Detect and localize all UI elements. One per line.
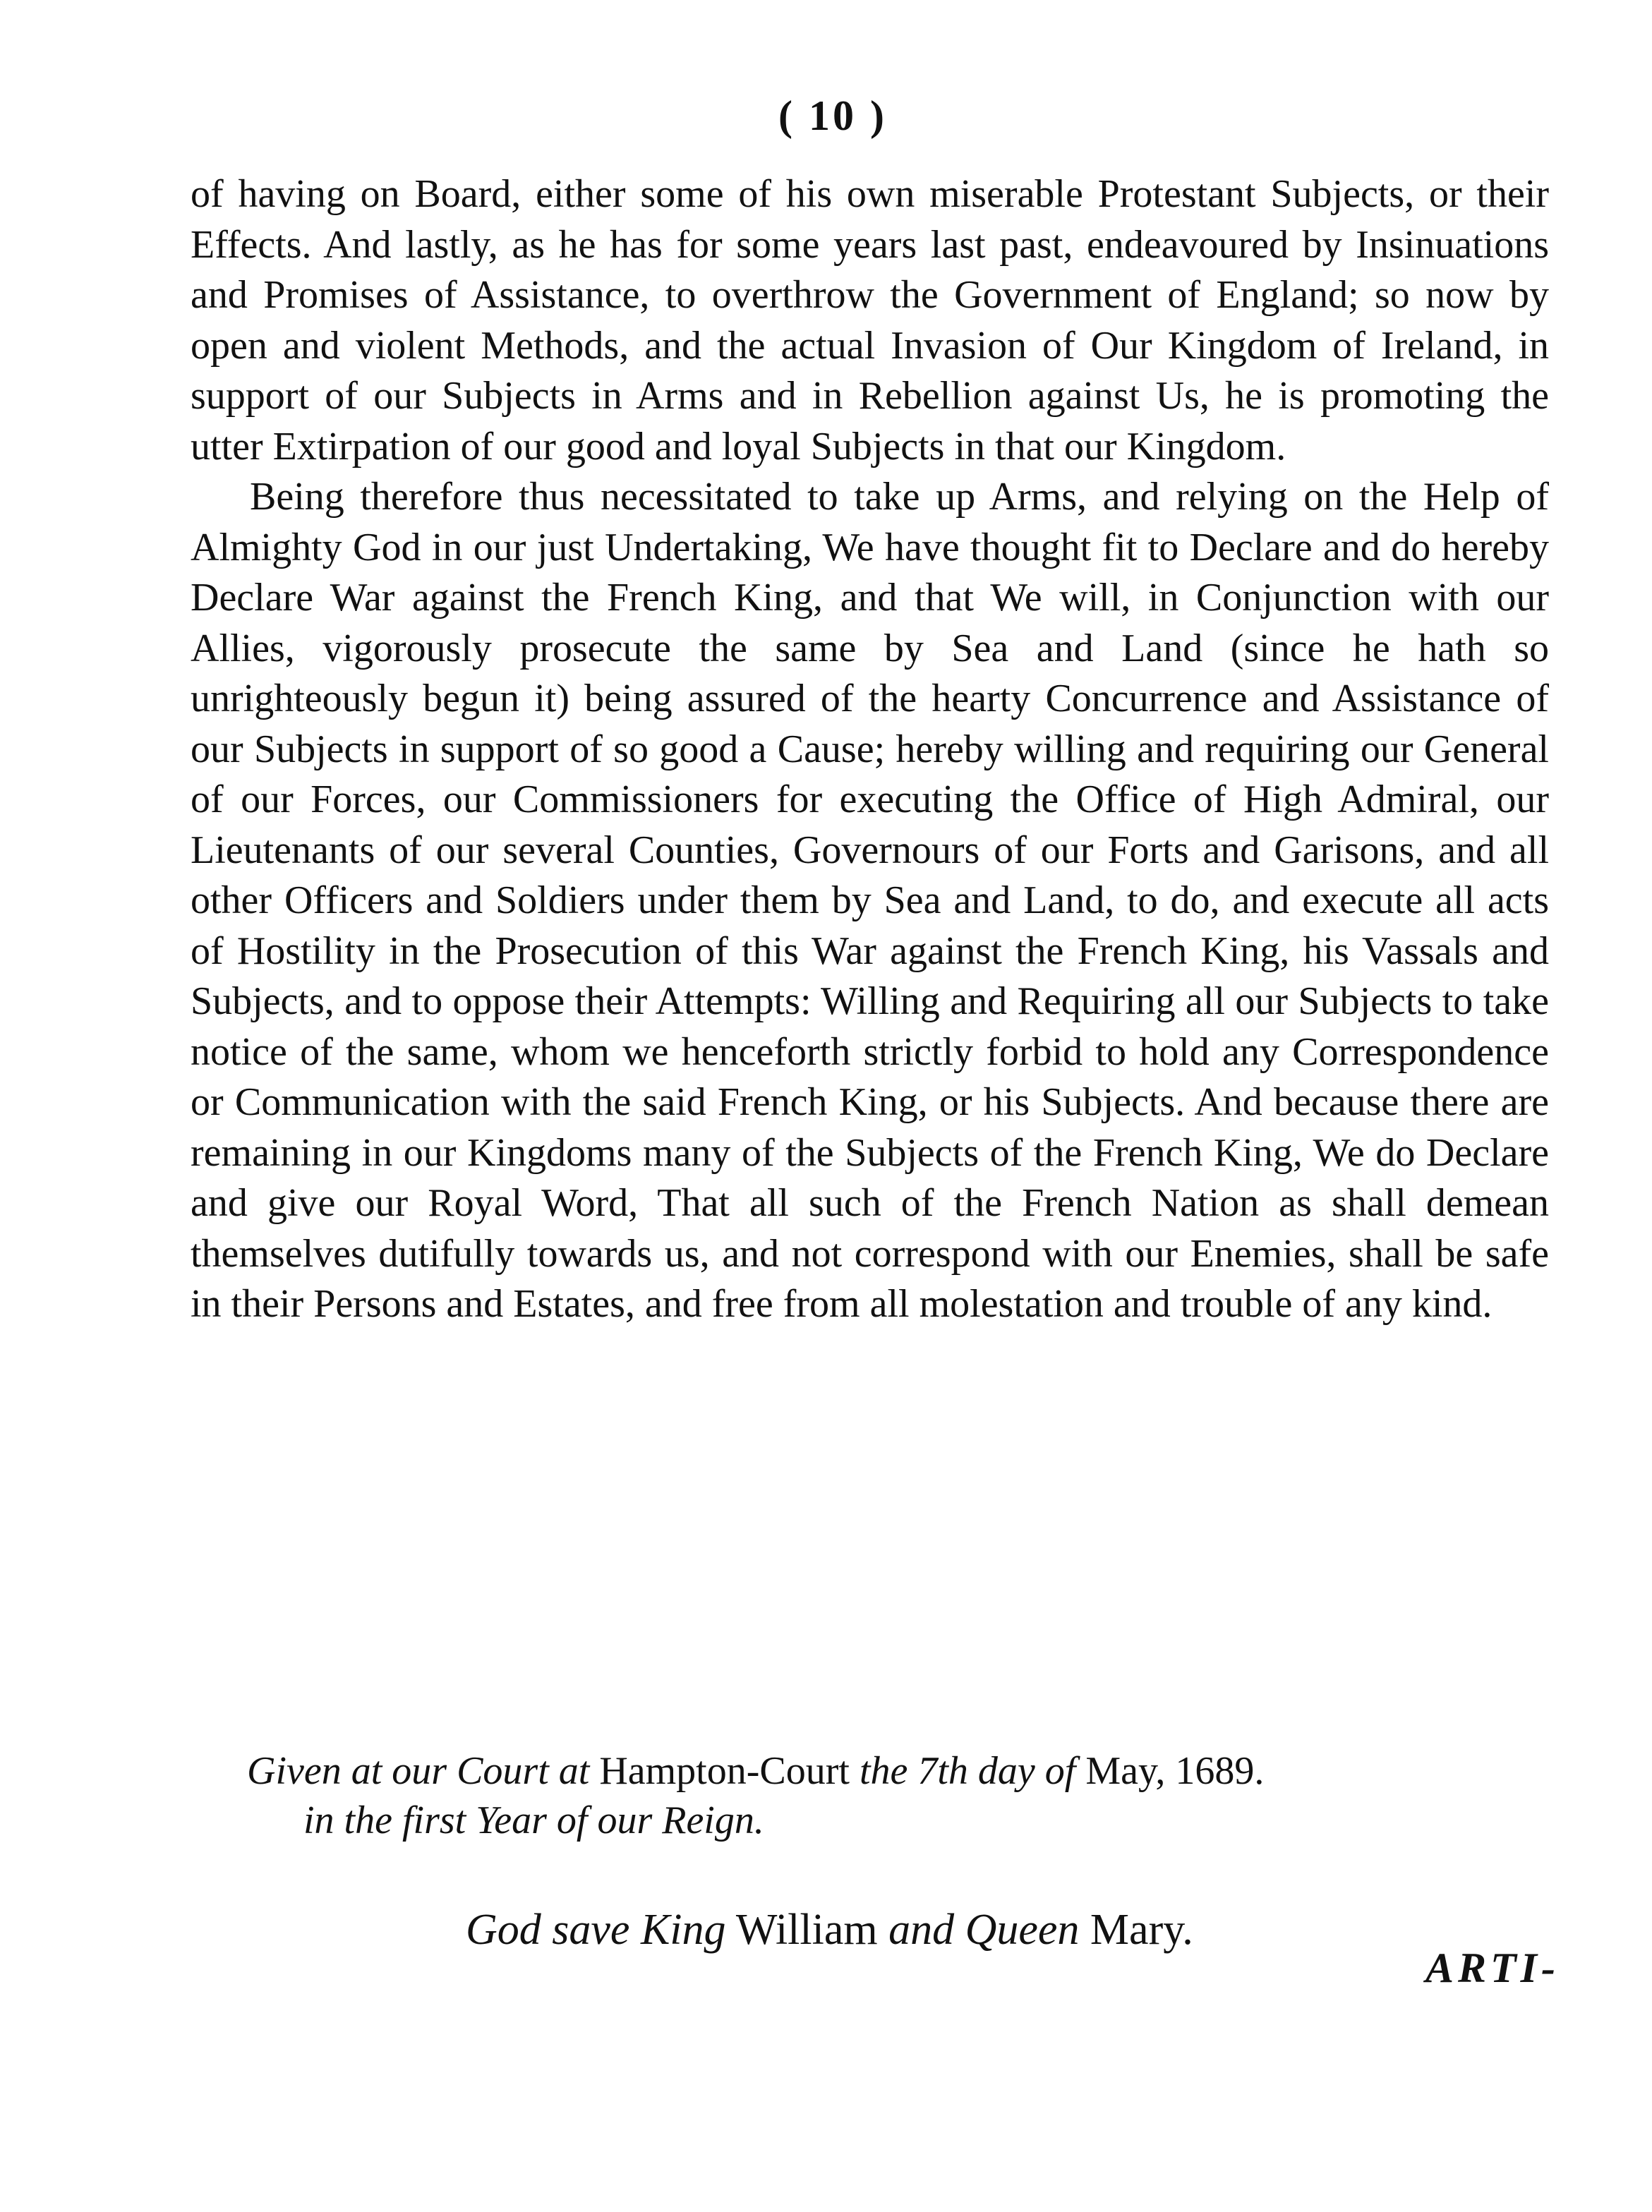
given-line-2: in the first Year of our Reign. [303, 1799, 764, 1842]
body-text [191, 169, 1549, 1330]
given-place: Hampton-Court [599, 1749, 850, 1793]
given-line-1 [247, 1746, 1560, 1796]
catchword: ARTI- [1425, 1945, 1560, 1991]
given-at-court [247, 1746, 1560, 1845]
given-mid: the 7th day of [859, 1749, 1076, 1793]
royal-motto [466, 1905, 1313, 1954]
motto-part-a: God save King [466, 1906, 726, 1954]
given-date: May, 1689. [1085, 1749, 1265, 1793]
motto-part-d: Mary. [1090, 1906, 1193, 1954]
page-number: ( 10 ) [778, 92, 887, 139]
paragraph-continuation: of having on Board, either some of his own miserable Protestant Subjects, or their Effects. And lastly, as he has for some years last past, endeavoured by Insinuations and Promises of Assistance, to overthrow the Government of England; so now by open and violent Methods, and the actual Invasion of Our Kingdom of Ireland, in support of our Subjects in Arms and in Rebellion against Us, he is promoting the utter Extirpation of our good and loyal Subjects in that our Kingdom. [191, 172, 1549, 469]
motto-part-b: William [735, 1906, 878, 1954]
paragraph-declaration: Being therefore thus necessitated to take up Arms, and relying on the Help of Almighty God in our just Undertaking, We have thought fit to Declare and do hereby Declare War against the French King, and that We will, in Conjunction with our Allies, vigorously prosecute the same by Sea and Land (since he hath so unrighteously begun it) being assured of the hearty Concurrence and Assistance of our Subjects in support of so good a Cause; hereby willing and requiring our General of our Forces, our Commissioners for executing the Office of High Admiral, our Lieutenants of our several Counties, Governours of our Forts and Garisons, and all other Officers and Soldiers under them by Sea and Land, to do, and execute all acts of Hostility in the Prosecution of this War against the French King, his Vassals and Subjects, and to oppose their Attempts: Willing and Requiring all our Subjects to take notice of the same, whom we henceforth strictly forbid to hold any Correspondence or Communication with the said French King, or his Subjects. And because there are remaining in our Kingdoms many of the Subjects of the French King, We do Declare and give our Royal Word, That all such of the French Nation as shall demean themselves dutifully towards us, and not correspond with our Enemies, shall be safe in their Persons and Estates, and free from all molestation and trouble of any kind. [191, 475, 1549, 1326]
given-prefix: Given at our Court at [247, 1749, 590, 1793]
motto-part-c: and Queen [888, 1906, 1080, 1954]
